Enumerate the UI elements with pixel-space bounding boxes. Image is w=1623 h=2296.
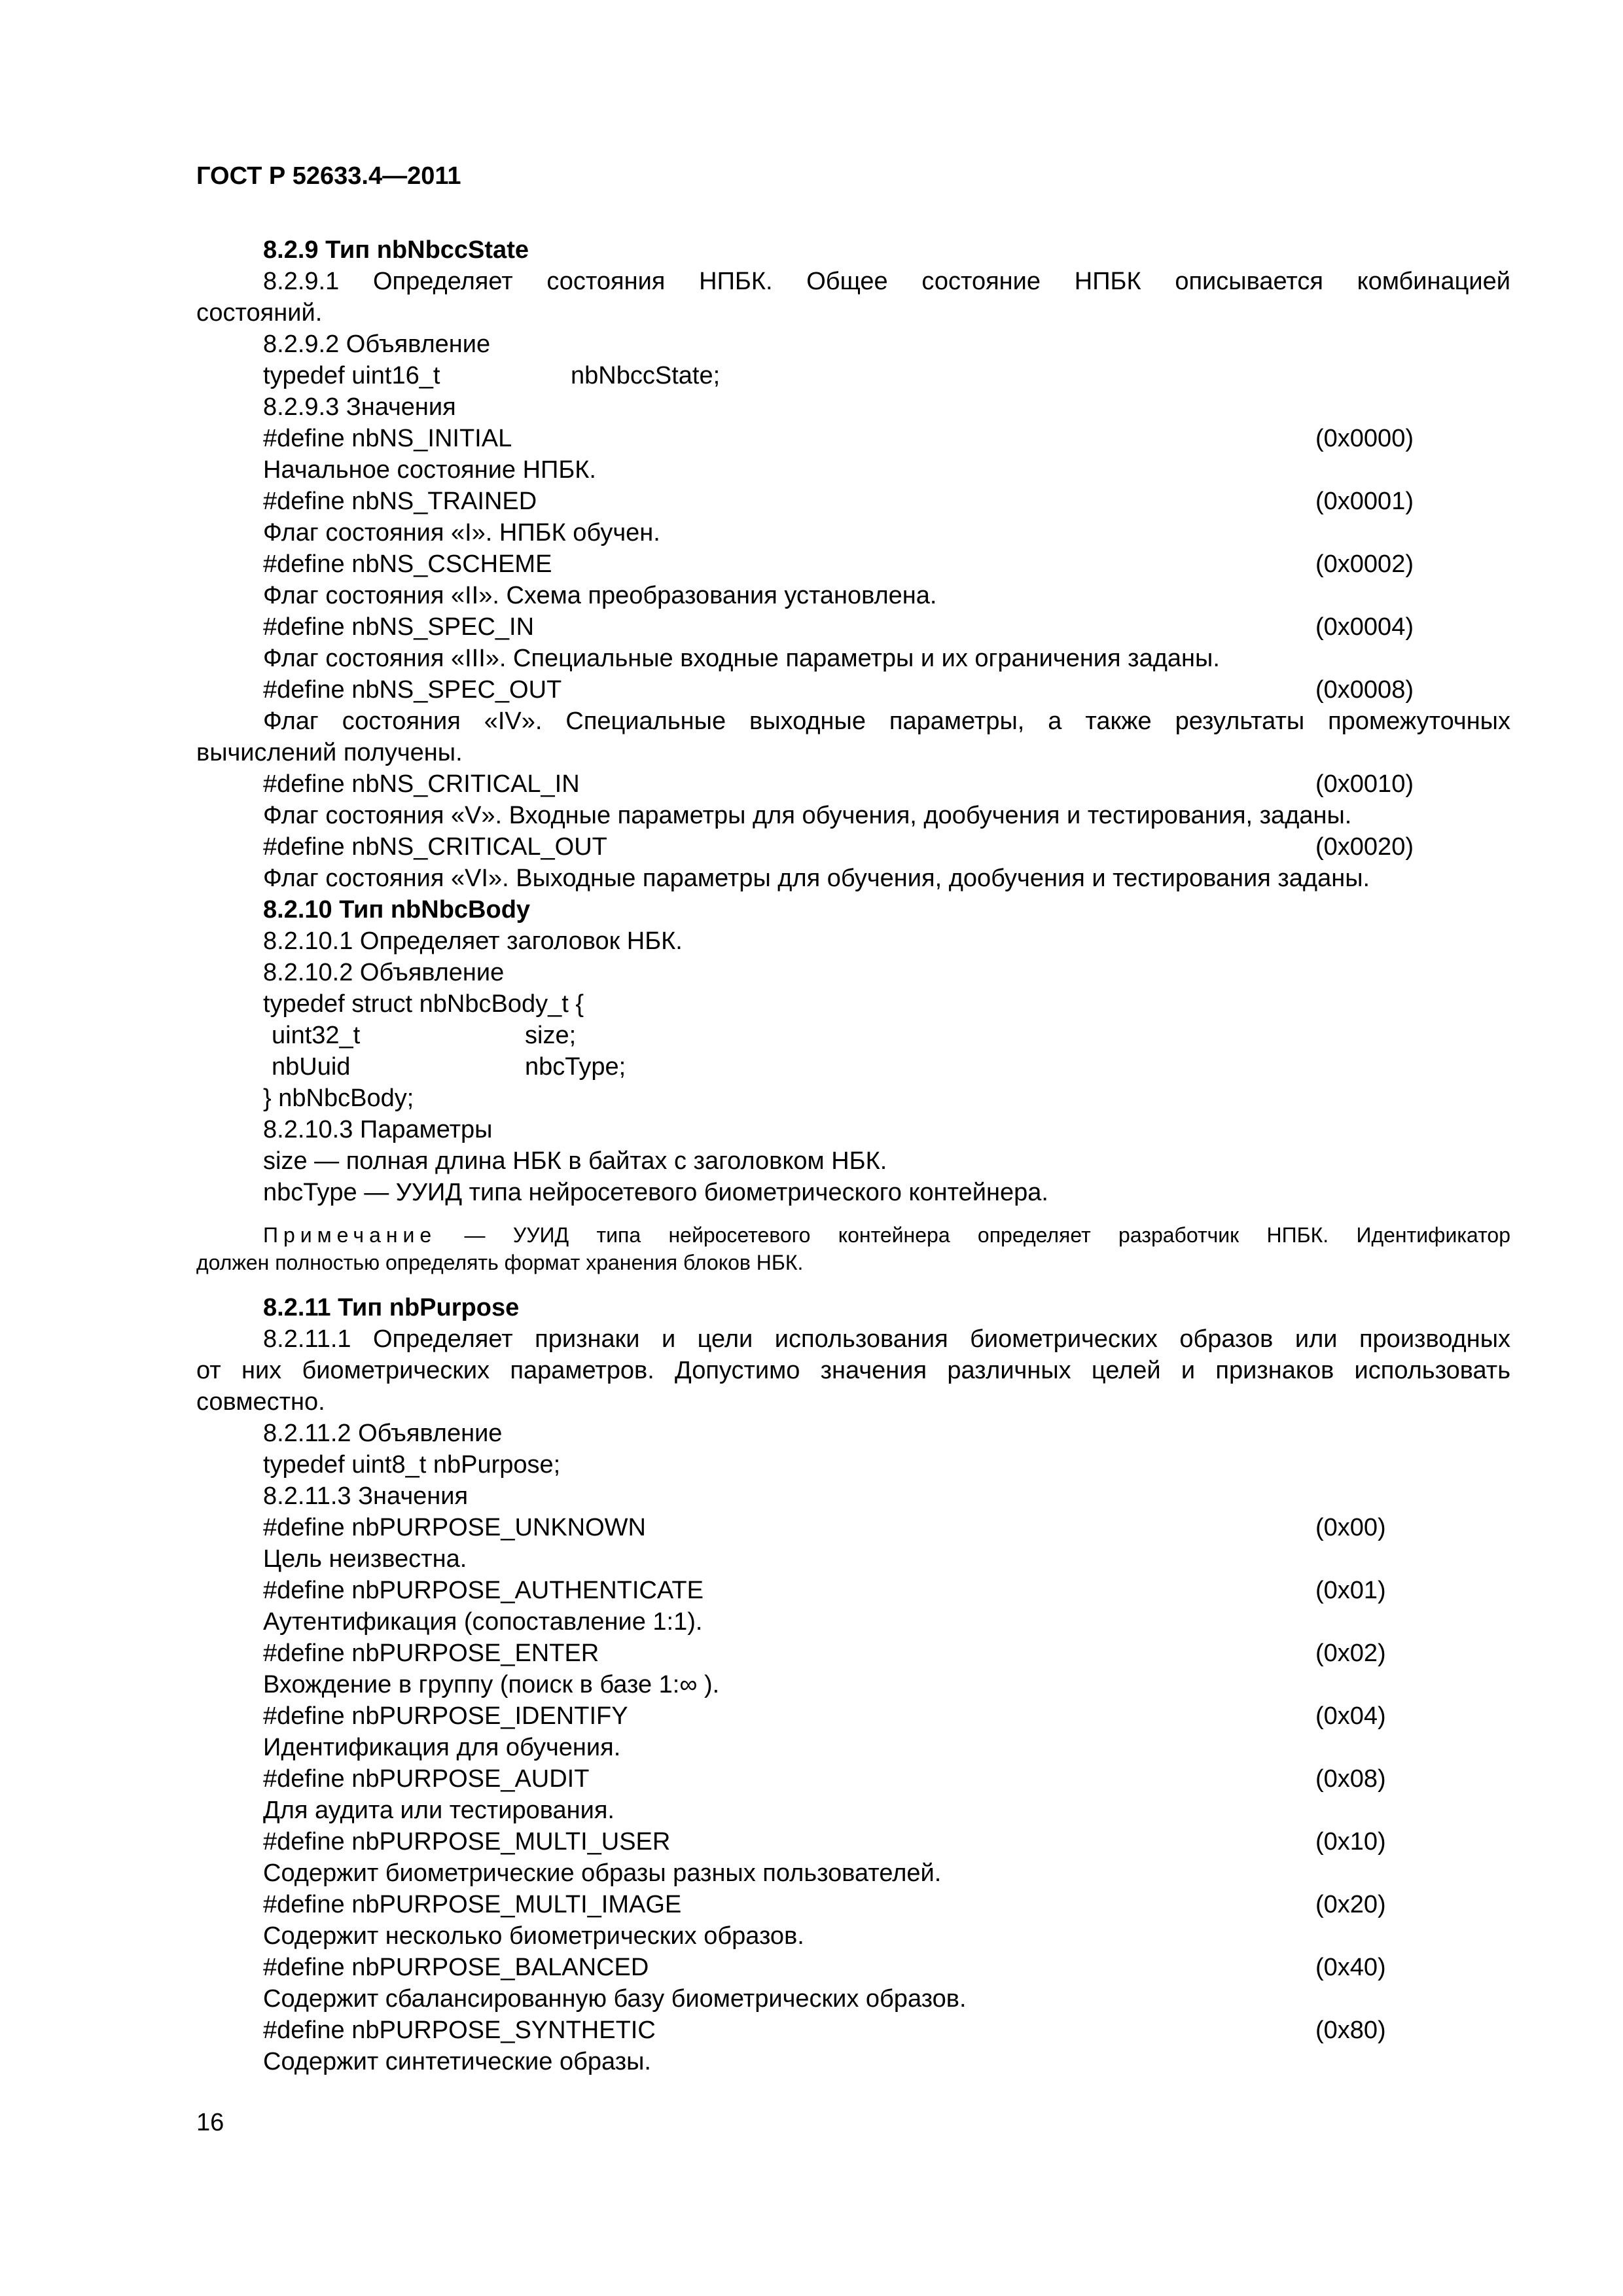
define-value: (0x20) [1315,1891,1386,1918]
define-value: (0x0004) [1315,613,1414,641]
define-line [196,2015,1510,2046]
member-type: nbUuid [272,1053,351,1081]
paragraph-8-2-11-1: 8.2.11.1 Определяет признаки и цели использования биометрических образов или производных [263,1325,1510,1353]
define-value: (0x40) [1315,1954,1386,1981]
typedef-name: nbNbccState; [571,362,721,389]
define-line [196,1952,1510,1983]
define-name: #define nbNS_CRITICAL_IN [263,770,580,798]
define-name: #define nbPURPOSE_MULTI_IMAGE [263,1891,682,1918]
member-type: uint32_t [272,1022,361,1049]
note-first-line [196,1221,1510,1249]
define-line [196,1575,1510,1606]
define-description: Аутентификация (сопоставление 1:1). [263,1608,703,1636]
struct-member [196,1020,1510,1051]
section-title-8-2-9: 8.2.9 Тип nbNbccState [263,236,529,264]
define-line [196,1638,1510,1669]
standard-header: ГОСТ Р 52633.4—2011 [196,162,461,190]
define-name: #define nbNS_CRITICAL_OUT [263,833,607,861]
define-line [196,611,1510,643]
define-value: (0x0002) [1315,550,1414,578]
define-name: #define nbNS_CSCHEME [263,550,552,578]
define-description: Флаг состояния «II». Схема преобразования установлена. [263,582,937,609]
define-name: #define nbNS_INITIAL [263,425,512,452]
struct-close: } nbNbcBody; [263,1085,414,1112]
define-line [196,1763,1510,1795]
member-name: nbcType; [525,1053,626,1081]
define-name: #define nbPURPOSE_AUTHENTICATE [263,1577,704,1604]
define-name: #define nbPURPOSE_AUDIT [263,1765,590,1793]
page-content [196,234,1510,2077]
section-title-8-2-10: 8.2.10 Тип nbNbcBody [263,896,531,924]
define-name: #define nbPURPOSE_MULTI_USER [263,1828,671,1856]
define-description: Флаг состояния «III». Специальные входные параметры и их ограничения заданы. [263,645,1220,672]
paragraph-8-2-9-1-cont: состояний. [196,299,323,327]
define-description: Содержит синтетические образы. [263,2048,651,2075]
define-line [196,1889,1510,1920]
define-value: (0x04) [1315,1702,1386,1730]
struct-open: typedef struct nbNbcBody_t { [263,990,584,1018]
define-name: #define nbNS_SPEC_IN [263,613,535,641]
note-label: Примечание [263,1223,437,1247]
paragraph-8-2-11-1-cont: от них биометрических параметров. Допустимо значения различных целей и признаков использовать [196,1357,1510,1384]
define-description: Вхождение в группу (поиск в базе 1:∞ ). [263,1671,720,1698]
parameters-heading: 8.2.10.3 Параметры [263,1116,493,1143]
typedef-line: typedef uint8_t nbPurpose; [263,1451,561,1479]
typedef-line [196,360,1510,391]
define-name: #define nbPURPOSE_SYNTHETIC [263,2017,656,2044]
typedef-type: typedef uint16_t [263,362,440,389]
define-line [196,1700,1510,1732]
member-name: size; [525,1022,577,1049]
define-name: #define nbNS_SPEC_OUT [263,676,562,704]
values-heading: 8.2.11.3 Значения [263,1482,469,1510]
define-name: #define nbNS_TRAINED [263,488,537,515]
parameter-size: size — полная длина НБК в байтах с заголовком НБК. [263,1147,887,1175]
define-line [196,1826,1510,1857]
define-description: Флаг состояния «IV». Специальные выходные параметры, а также результаты промежуточных [263,708,1510,735]
define-description: Флаг состояния «VI». Выходные параметры для обучения, дообучения и тестирования заданы. [263,865,1370,892]
struct-member [196,1051,1510,1083]
define-name: #define nbPURPOSE_BALANCED [263,1954,649,1981]
define-line [196,423,1510,454]
define-name: #define nbPURPOSE_UNKNOWN [263,1514,646,1541]
define-value: (0x80) [1315,2017,1386,2044]
define-value: (0x10) [1315,1828,1386,1856]
define-line [196,831,1510,863]
note-block [196,1221,1510,1276]
paragraph-8-2-10-1: 8.2.10.1 Определяет заголовок НБК. [263,927,683,955]
define-description: Содержит биометрические образы разных пользователей. [263,1859,942,1887]
define-value: (0x08) [1315,1765,1386,1793]
parameter-nbctype: nbcType — УУИД типа нейросетевого биометрического контейнера. [263,1179,1048,1206]
define-line [196,674,1510,706]
note-text-cont: должен полностью определять формат хранения блоков НБК. [196,1251,804,1274]
declaration-heading: 8.2.10.2 Объявление [263,959,505,986]
declaration-heading: 8.2.11.2 Объявление [263,1420,503,1447]
declaration-heading: 8.2.9.2 Объявление [263,331,491,358]
define-value: (0x0008) [1315,676,1414,704]
values-heading: 8.2.9.3 Значения [263,393,456,421]
define-description: Флаг состояния «I». НПБК обучен. [263,519,660,547]
define-description: Начальное состояние НПБК. [263,456,596,484]
note-text: — УУИД типа нейросетевого контейнера определяет разработчик НПБК. Идентификатор [464,1223,1511,1247]
define-value: (0x0001) [1315,488,1414,515]
define-description: Содержит несколько биометрических образов. [263,1922,804,1950]
define-line [196,768,1510,800]
define-value: (0x02) [1315,1640,1386,1667]
define-description: Флаг состояния «V». Входные параметры для обучения, дообучения и тестирования, заданы. [263,802,1352,829]
define-description: Идентификация для обучения. [263,1734,621,1761]
define-line [196,548,1510,580]
define-line [196,486,1510,517]
define-value: (0x00) [1315,1514,1386,1541]
define-value: (0x0020) [1315,833,1414,861]
define-name: #define nbPURPOSE_IDENTIFY [263,1702,628,1730]
define-description: Цель неизвестна. [263,1545,467,1573]
paragraph-8-2-11-1-end: совместно. [196,1388,325,1416]
section-title-8-2-11: 8.2.11 Тип nbPurpose [263,1294,520,1321]
paragraph-8-2-9-1: 8.2.9.1 Определяет состояния НПБК. Общее состояние НПБК описывается комбинацией [263,268,1510,295]
define-value: (0x0010) [1315,770,1414,798]
define-description: Содержит сбалансированную базу биометрических образов. [263,1985,967,2013]
define-value: (0x0000) [1315,425,1414,452]
define-line [196,1512,1510,1543]
page-number: 16 [196,2109,224,2136]
define-description: Для аудита или тестирования. [263,1797,615,1824]
define-value: (0x01) [1315,1577,1386,1604]
define-description-cont: вычислений получены. [196,739,463,766]
define-name: #define nbPURPOSE_ENTER [263,1640,599,1667]
